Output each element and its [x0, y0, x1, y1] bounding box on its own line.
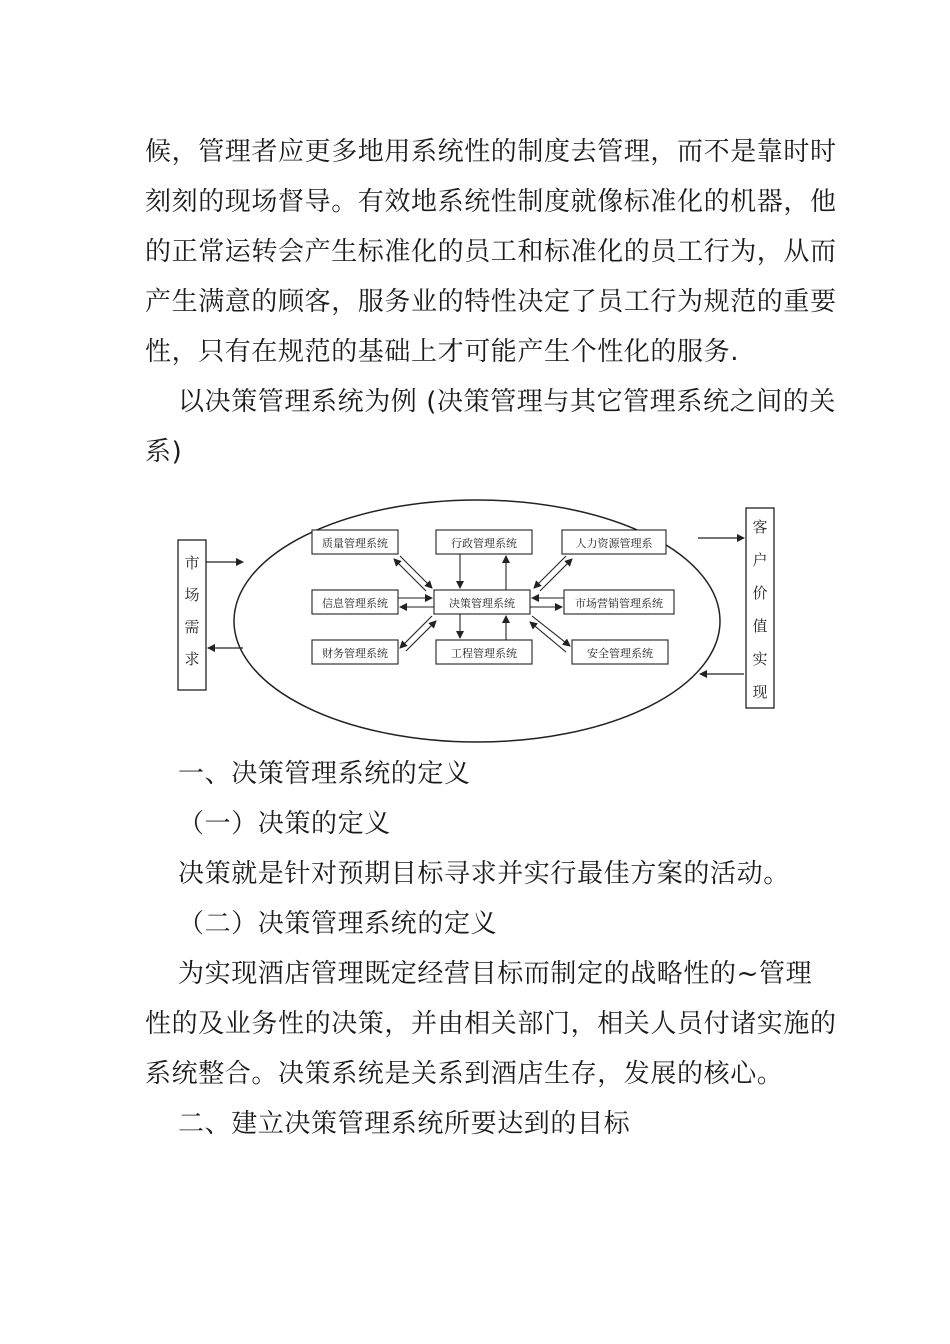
arrow-decision-to-safety — [532, 616, 570, 646]
customer-value-box — [746, 508, 774, 708]
arrow-decision-to-hr — [540, 559, 572, 591]
customer-value-char: 价 — [752, 584, 768, 602]
arrow-quality-to-decision — [400, 556, 432, 588]
hr-management-box — [562, 530, 666, 554]
customer-value-char: 客 — [752, 518, 768, 536]
quality-management-box — [312, 530, 398, 554]
customer-value-char: 现 — [752, 683, 768, 701]
paragraph-line: 系) — [145, 437, 183, 467]
svg-text:安全管理系统: 安全管理系统 — [587, 647, 653, 660]
engineering-management-box — [436, 640, 532, 664]
market-demand-char: 市 — [184, 554, 200, 572]
market-demand-box — [178, 540, 206, 690]
subsection-heading: （二）决策管理系统的定义 — [178, 909, 498, 939]
info-management-box — [312, 590, 398, 614]
section-heading: 二、建立决策管理系统所要达到的目标 — [178, 1109, 631, 1139]
admin-management-box — [436, 530, 532, 554]
marketing-management-box — [564, 590, 674, 614]
market-demand-char: 求 — [184, 650, 200, 668]
svg-text:信息管理系统: 信息管理系统 — [322, 597, 388, 610]
section-heading: 一、决策管理系统的定义 — [178, 759, 471, 789]
market-demand-char: 场 — [184, 586, 200, 604]
finance-management-box — [312, 640, 398, 664]
paragraph-line: 决策就是针对预期目标寻求并实行最佳方案的活动。 — [178, 859, 790, 889]
paragraph-line: 性，只有在规范的基础上才可能产生个性化的服务. — [145, 337, 740, 367]
customer-value-char: 值 — [752, 617, 768, 635]
arrow-safety-to-decision — [530, 622, 566, 652]
customer-value-char: 实 — [752, 650, 768, 668]
svg-text:决策管理系统: 决策管理系统 — [449, 597, 515, 610]
paragraph-line: 刻刻的现场督导。有效地系统性制度就像标准化的机器，他 — [145, 187, 837, 217]
paragraph-line: 产生满意的顾客，服务业的特性决定了员工行为规范的重要 — [145, 287, 837, 317]
system-relationship-diagram — [170, 490, 790, 750]
svg-text:市场营销管理系统: 市场营销管理系统 — [575, 597, 663, 610]
paragraph-line: 为实现酒店管理既定经营目标而制定的战略性的~管理 — [178, 959, 813, 989]
subsection-heading: （一）决策的定义 — [178, 809, 391, 839]
svg-text:质量管理系统: 质量管理系统 — [322, 537, 388, 550]
svg-text:财务管理系统: 财务管理系统 — [322, 647, 388, 660]
safety-management-box — [572, 640, 668, 664]
svg-text:行政管理系统: 行政管理系统 — [451, 537, 517, 550]
arrow-decision-to-quality — [394, 559, 426, 591]
paragraph-line: 系统整合。决策系统是关系到酒店生存，发展的核心。 — [145, 1059, 784, 1089]
paragraph-line: 的正常运转会产生标准化的员工和标准化的员工行为，从而 — [145, 237, 837, 267]
arrow-hr-to-decision — [534, 556, 566, 588]
market-demand-char: 需 — [184, 618, 200, 636]
svg-text:人力资源管理系: 人力资源管理系 — [575, 537, 653, 550]
paragraph-line: 性的及业务性的决策，并由相关部门，相关人员付诸实施的 — [145, 1009, 837, 1039]
arrow-finance-to-decision — [406, 621, 436, 651]
customer-value-char: 户 — [752, 551, 768, 569]
svg-text:工程管理系统: 工程管理系统 — [451, 647, 517, 660]
paragraph-line: 以决策管理系统为例 (决策管理与其它管理系统之间的关 — [178, 387, 837, 417]
decision-management-box — [434, 590, 530, 614]
arrow-decision-to-finance — [400, 616, 432, 648]
paragraph-line: 候，管理者应更多地用系统性的制度去管理，而不是靠时时 — [145, 137, 837, 167]
